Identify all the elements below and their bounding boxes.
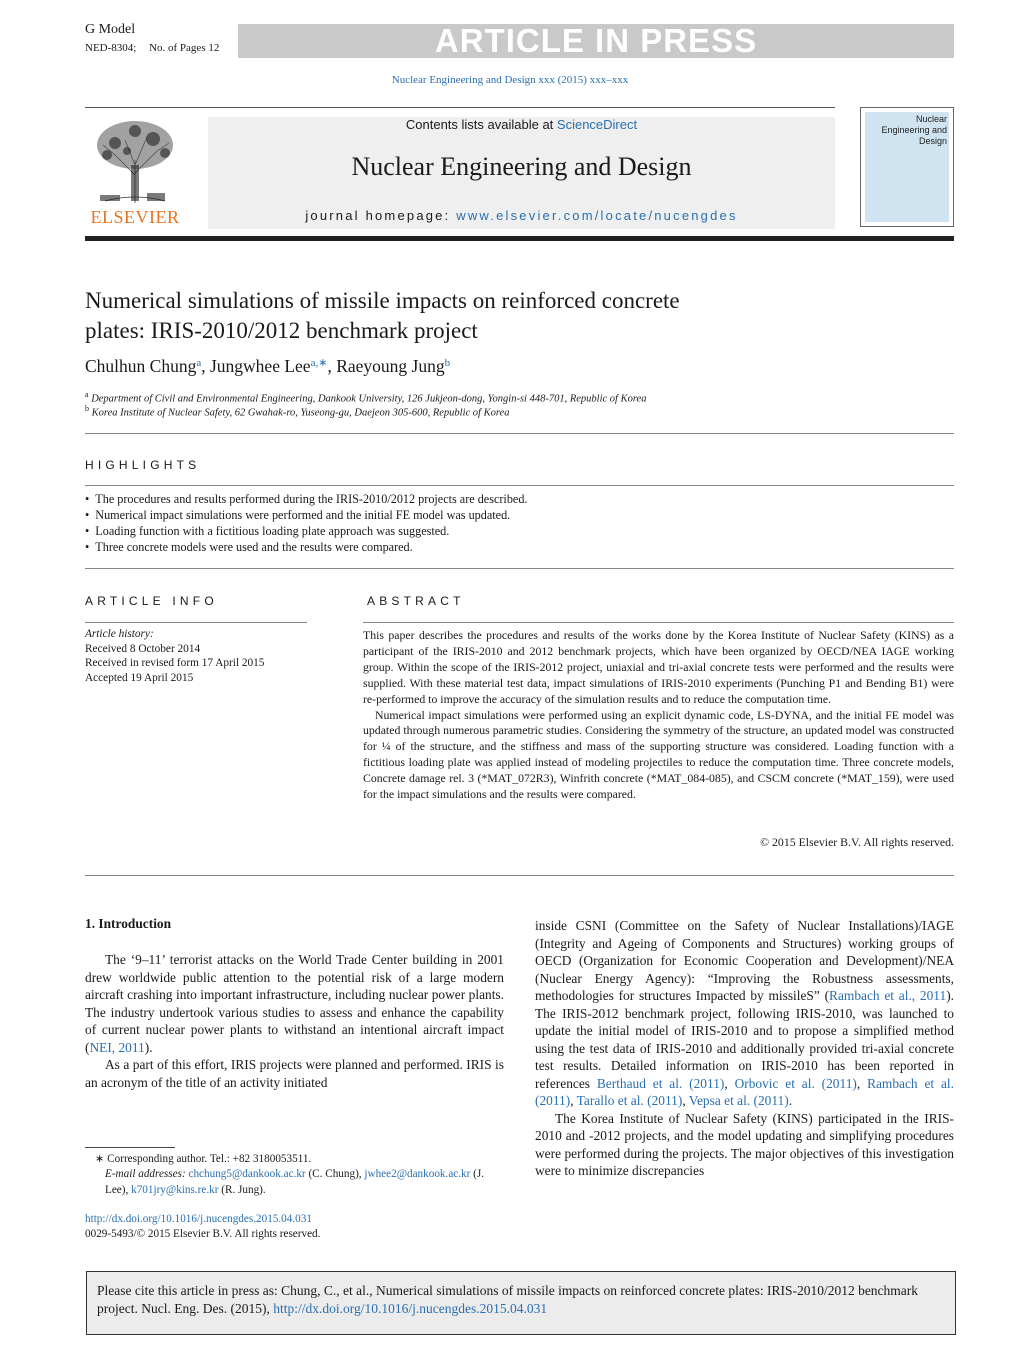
header-thick-rule bbox=[85, 236, 954, 241]
journal-reference-link[interactable]: Nuclear Engineering and Design xxx (2015) xxx–xxx bbox=[391, 74, 629, 86]
author-affil-link[interactable]: b bbox=[444, 357, 451, 369]
highlight-item: • Numerical impact simulations were performed and the initial FE model was updated. bbox=[85, 507, 527, 523]
section-heading: 1. Introduction bbox=[85, 916, 172, 931]
received-date: Received 8 October 2014 bbox=[85, 642, 201, 655]
g-model-label: G Model bbox=[85, 22, 136, 37]
title-line-2: plates: IRIS-2010/2012 benchmark project bbox=[85, 318, 478, 343]
abstract-paragraph: This paper describes the procedures and results of the works done by the Korea Institute of Nuclear Safety (KINS) as a participant of the IRIS-2010 and 2012 benchmark projects, which have been organized by OECD/NEA IAGE working group. Within the scope of the IRIS-2012 project, uniaxial and tri-axial concrete tests were performed and the results were supplied. With these material test data, impact simulations of IRIS-2010 experiments (Punching P1 and Bending B1) were re-performed to improve the accuracy of the simulation results and to reduce the computation time. bbox=[363, 628, 954, 706]
article-title bbox=[85, 286, 845, 346]
header-top-rule bbox=[85, 107, 835, 108]
abstract-body bbox=[363, 628, 954, 803]
body-text: ). The IRIS-2012 benchmark project, following IRIS-2010, was launched to update the initial model of IRIS-2010 and to propose a simplified method using the test data of IRIS-2010 and additionally provided tri-axial concrete test results. Detailed information on IRIS-2010 has been reported in references bbox=[535, 988, 954, 1091]
cover-title: Nuclear Engineering and Design bbox=[881, 114, 947, 146]
body-paragraph: inside CSNI (Committee on the Safety of Nuclear Installations)/IAGE (Integrity and Ageing of Components and Structures) working groups of OECD (Organization for Economic Cooperation and Development)/NEA (Nuclear Energy Agency): “Improving the Robustness assessments, methodologies for structures Impacted by missileS” (Rambach et al., 2011). The IRIS-2012 benchmark project, following IRIS-2010, was launched to update the initial model of IRIS-2010 and to propose a simplified method using the test data of IRIS-2010 and additionally provided tri-axial concrete test results. Detailed information on IRIS-2010 has been reported in references Berthaud et al. (2011), Orbovic et al. (2011), Rambach et al. (2011), Tarallo et al. (2011), Vepsa et al. (2011). bbox=[535, 918, 954, 1108]
author-list: Chulhun Chung$^a$, Jungwhee Lee$^{a,∗}$, Raeyoung Jung$^b$ bbox=[85, 356, 451, 376]
divider bbox=[85, 622, 307, 623]
contents-available-line bbox=[208, 117, 835, 132]
email-addresses bbox=[85, 1167, 504, 1198]
citation-body: Please cite this article in press as: Chung, C., et al., Numerical simulations of missile impacts on reinforced concrete plates: IRIS-2010/2012 benchmark project. Nucl. Eng. Des. (2015), bbox=[97, 1283, 919, 1316]
affil-marker: a bbox=[85, 390, 89, 399]
divider bbox=[363, 622, 954, 623]
author-affil-link[interactable]: a,∗ bbox=[310, 357, 328, 369]
body-text: inside CSNI (Committee on the Safety of Nuclear Installations)/IAGE (Integrity and Ageing of Components and Structures) working groups of OECD (Organization for Economic Cooperation and Development)/NEA (Nuclear Energy Agency): “Improving the Robustness assessments, methodologies for structures Impacted by missileS” ( bbox=[535, 918, 954, 1003]
abstract-paragraph: Numerical impact simulations were performed using an explicit dynamic code, LS-DYNA, and the initial FE model was updated through numerous parametric studies. Considering the symmetry of the structure, an updated model was constructed for ¼ of the structure, and the stiffness and mass of the supporting structure was considered. Loading function with a fictitious loading plate was applied instead of modeling projectiles to reduce the computation time. Three concrete models, Concrete damage rel. 3 (*MAT_072R3), Winfrith concrete (*MAT_084-085), and CSCM concrete (*MAT_159), were used for the impact simulations and the results were compared. bbox=[363, 707, 954, 802]
body-paragraph: As a part of this effort, IRIS projects were planned and performed. IRIS is an acronym of the title of an activity initiated bbox=[85, 1057, 504, 1090]
affiliation-b bbox=[85, 404, 509, 419]
body-column-left bbox=[85, 951, 504, 1091]
title-line-1: Numerical simulations of missile impacts on reinforced concrete bbox=[85, 288, 680, 313]
citation-link[interactable]: Tarallo et al. (2011) bbox=[576, 1093, 683, 1108]
citation-link[interactable]: Orbovic et al. (2011) bbox=[734, 1075, 857, 1091]
divider bbox=[85, 875, 954, 876]
body-paragraph: The Korea Institute of Nuclear Safety (KINS) participated in the IRIS-2010 and -2012 projects, and the model updating and simplifying procedures were performed during the projects. The major objectives of this investigation were to minimize discrepancies bbox=[535, 1110, 954, 1178]
highlight-item: • The procedures and results performed during the IRIS-2010/2012 projects are described. bbox=[85, 491, 527, 507]
body-text: The ‘9–11’ terrorist attacks on the World Trade Center building in 2001 drew worldwide public attention to the potential risk of a large modern aircraft crashing into important infrastructure, including nuclear power plants. The industry undertook various studies to assess and enhance the capability of current nuclear power plants to withstand an intentional aircraft impact ( bbox=[85, 952, 504, 1055]
email-link[interactable]: chchung5@dankook.ac.kr bbox=[188, 1168, 306, 1181]
revised-date: Received in revised form 17 April 2015 bbox=[85, 657, 265, 669]
highlights-list bbox=[85, 491, 527, 555]
homepage-prefix: journal homepage: bbox=[305, 208, 457, 223]
divider bbox=[85, 485, 954, 486]
highlights-heading: HIGHLIGHTS bbox=[85, 458, 201, 472]
citation-doi-link[interactable]: http://dx.doi.org/10.1016/j.nucengdes.2015.04.031 bbox=[273, 1301, 548, 1316]
body-paragraph bbox=[85, 951, 504, 1056]
author-name: Chulhun Chung bbox=[85, 356, 197, 376]
issn-line: 0029-5493/© 2015 Elsevier B.V. All rights reserved. bbox=[85, 1228, 321, 1241]
email-owner: (J. Lee), bbox=[105, 1168, 485, 1196]
article-history bbox=[85, 627, 264, 685]
footnote-rule bbox=[85, 1147, 175, 1148]
body-column-right bbox=[535, 917, 954, 1180]
contents-prefix: Contents lists available at bbox=[405, 117, 557, 132]
journal-homepage-line bbox=[208, 208, 835, 223]
email-owner: (R. Jung). bbox=[218, 1183, 266, 1196]
divider bbox=[85, 433, 954, 434]
abstract-heading: ABSTRACT bbox=[367, 594, 465, 608]
citation-text bbox=[97, 1282, 947, 1318]
publisher-name: ELSEVIER bbox=[90, 207, 180, 227]
citation-link[interactable]: NEI, 2011 bbox=[89, 1039, 145, 1055]
page-count: No. of Pages 12 bbox=[149, 42, 220, 54]
body-text: ). bbox=[144, 1039, 153, 1055]
article-info-heading: ARTICLE INFO bbox=[85, 594, 218, 608]
citation-link[interactable]: Rambach et al., 2011 bbox=[829, 988, 947, 1003]
history-label: Article history: bbox=[85, 628, 154, 640]
abstract-copyright: © 2015 Elsevier B.V. All rights reserved. bbox=[760, 835, 954, 849]
highlight-item: • Loading function with a fictitious loading plate approach was suggested. bbox=[85, 523, 527, 539]
sciencedirect-link[interactable]: ScienceDirect bbox=[556, 117, 638, 132]
affiliation-a bbox=[85, 390, 646, 405]
manuscript-id-line bbox=[85, 42, 229, 54]
divider bbox=[85, 568, 954, 569]
footnotes bbox=[85, 1152, 504, 1198]
citation-link[interactable]: Rambach et al. (2011) bbox=[535, 1075, 954, 1108]
doi-link[interactable]: http://dx.doi.org/10.1016/j.nucengdes.2015.04.031 bbox=[85, 1213, 312, 1225]
affil-text: Department of Civil and Environmental Engineering, Dankook University, 126 Jukjeon-dong, Yongin-si 448-701, Republic of Korea bbox=[91, 393, 647, 405]
highlight-item: • Three concrete models were used and the results were compared. bbox=[85, 539, 527, 555]
author-affil-link[interactable]: a bbox=[196, 357, 202, 369]
email-label: E-mail addresses: bbox=[105, 1168, 189, 1181]
affil-marker: b bbox=[85, 404, 89, 413]
author-name: Raeyoung Jung bbox=[336, 356, 445, 376]
article-in-press-text: ARTICLE IN PRESS bbox=[434, 22, 758, 59]
citation-link[interactable]: Vepsa et al. (2011) bbox=[688, 1093, 789, 1108]
affil-text: Korea Institute of Nuclear Safety, 62 Gwahak-ro, Yuseong-gu, Daejeon 305-600, Republic of Korea bbox=[91, 407, 510, 419]
email-owner: (C. Chung), bbox=[305, 1168, 365, 1181]
email-link[interactable]: jwhee2@dankook.ac.kr bbox=[364, 1168, 471, 1181]
doi-block bbox=[85, 1212, 320, 1243]
journal-title: Nuclear Engineering and Design bbox=[351, 152, 692, 181]
accepted-date: Accepted 19 April 2015 bbox=[85, 671, 194, 684]
journal-homepage-link[interactable]: www.elsevier.com/locate/nucengdes bbox=[456, 208, 738, 223]
author-name: Jungwhee Lee bbox=[209, 356, 311, 376]
citation-link[interactable]: Berthaud et al. (2011) bbox=[596, 1075, 725, 1091]
journal-cover-thumbnail bbox=[860, 107, 954, 227]
email-link[interactable]: k701jry@kins.re.kr bbox=[131, 1183, 219, 1196]
corresponding-author: ∗ Corresponding author. Tel.: +82 3180053511. bbox=[95, 1153, 312, 1165]
ned-id: NED-8304; bbox=[85, 42, 137, 54]
